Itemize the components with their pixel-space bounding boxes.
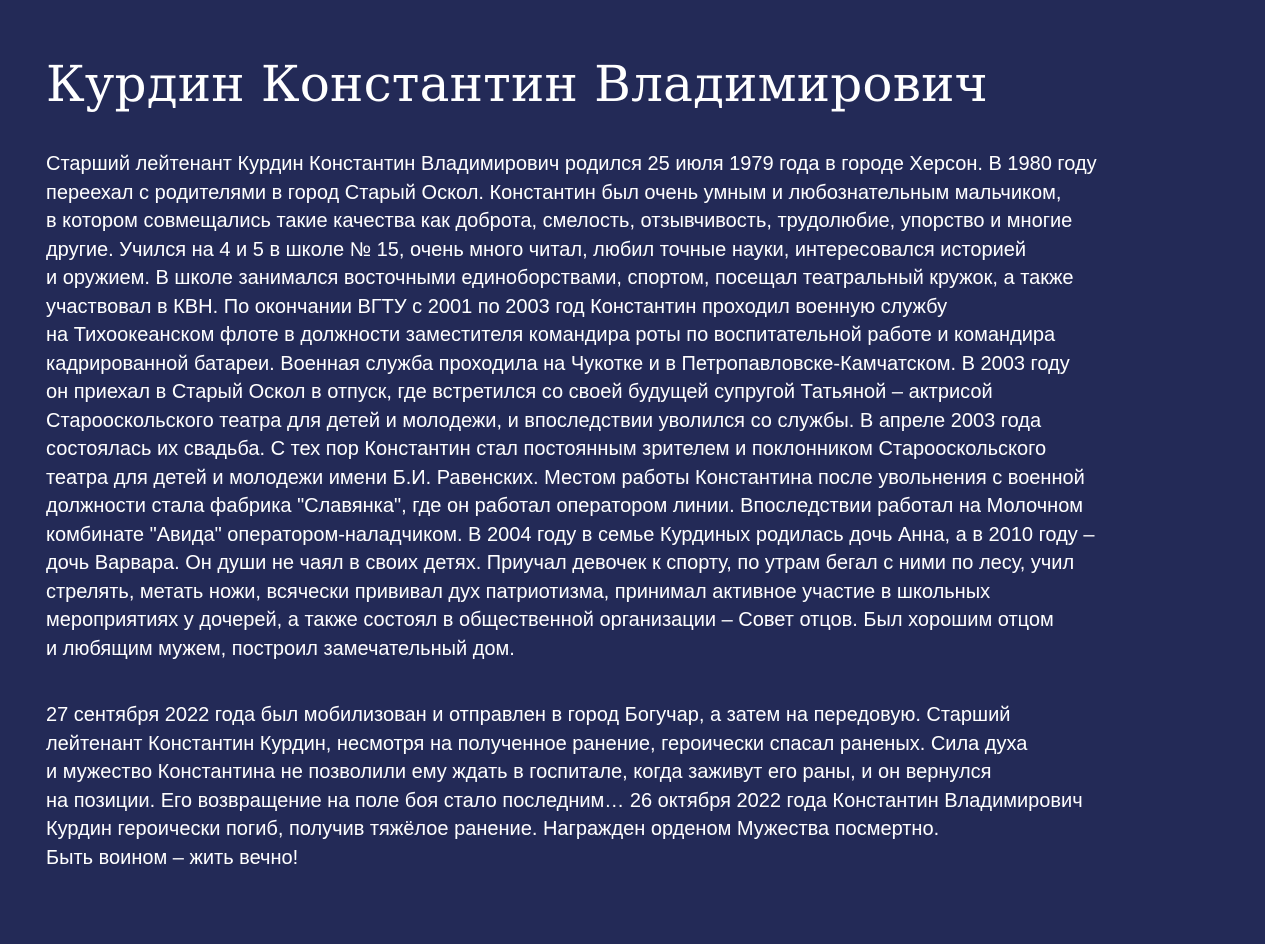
- text-line: Старооскольского театра для детей и молодежи, и впоследствии уволился со службы. В апреле 2003 года: [46, 409, 1042, 432]
- closing-motto: Быть воином – жить вечно!: [46, 846, 299, 869]
- text-line: в котором совмещались такие качества как доброта, смелость, отзывчивость, трудолюбие, упорство и многие: [46, 210, 1073, 232]
- text-line: переехал с родителями в город Старый Оскол. Константин был очень умным и любознательным мальчиком,: [46, 181, 1062, 204]
- text-line: на Тихоокеанском флоте в должности заместителя командира роты по воспитательной работе и командира: [46, 324, 1056, 346]
- text-line: кадрированной батареи. Военная служба проходила на Чукотке и в Петропавловске-Камчатском. В 2003 году: [46, 352, 1070, 375]
- text-line: состоялась их свадьба. С тех пор Константин стал постоянным зрителем и поклонником Старооскольского: [46, 438, 1047, 460]
- text-line: и любящим мужем, построил замечательный дом.: [46, 637, 515, 660]
- text-line: Курдин героически погиб, получив тяжёлое ранение. Награжден орденом Мужества посмертно.: [46, 818, 940, 840]
- text-line: 27 сентября 2022 года был мобилизован и отправлен в город Богучар, а затем на передовую. Старший: [46, 704, 1011, 726]
- text-line: стрелять, метать ножи, всячески прививал дух патриотизма, принимал активное участие в школьных: [46, 580, 991, 603]
- page-title: Курдин Константин Владимирович: [46, 55, 988, 113]
- mobilization-paragraph: [46, 701, 1226, 872]
- biography-paragraph: [46, 150, 1226, 663]
- text-line: лейтенант Константин Курдин, несмотря на полученное ранение, героически спасал раненых. Сила духа: [46, 732, 1028, 755]
- text-line: и оружием. В школе занимался восточными единоборствами, спортом, посещал театральный кружок, а также: [46, 267, 1074, 289]
- text-line: должности стала фабрика "Славянка", где он работал оператором линии. Впоследствии работал на Молочном: [46, 495, 1084, 517]
- text-line: другие. Учился на 4 и 5 в школе № 15, очень много читал, любил точные науки, интересовался историей: [46, 238, 1027, 261]
- text-line: комбинате "Авида" оператором-наладчиком. В 2004 году в семье Курдиных родилась дочь Анна, а в 2010 году –: [46, 523, 1095, 546]
- text-line: дочь Варвара. Он души не чаял в своих детях. Приучал девочек к спорту, по утрам бегал с ними по лесу, учил: [46, 552, 1075, 574]
- text-line: и мужество Константина не позволили ему ждать в госпитале, когда заживут его раны, и он вернулся: [46, 761, 992, 783]
- text-line: Старший лейтенант Курдин Константин Владимирович родился 25 июля 1979 года в городе Херсон. В 1980 году: [46, 153, 1097, 175]
- text-line: участвовал в КВН. По окончании ВГТУ с 2001 по 2003 год Константин проходил военную службу: [46, 295, 948, 318]
- text-line: он приехал в Старый Оскол в отпуск, где встретился со своей будущей супругой Татьяной – актрисой: [46, 381, 993, 403]
- text-line: мероприятиях у дочерей, а также состоял в общественной организации – Совет отцов. Был хорошим отцом: [46, 609, 1054, 631]
- text-line: театра для детей и молодежи имени Б.И. Равенских. Местом работы Константина после увольнения с военной: [46, 466, 1085, 489]
- text-line: на позиции. Его возвращение на поле боя стало последним… 26 октября 2022 года Константин Владимирович: [46, 789, 1083, 812]
